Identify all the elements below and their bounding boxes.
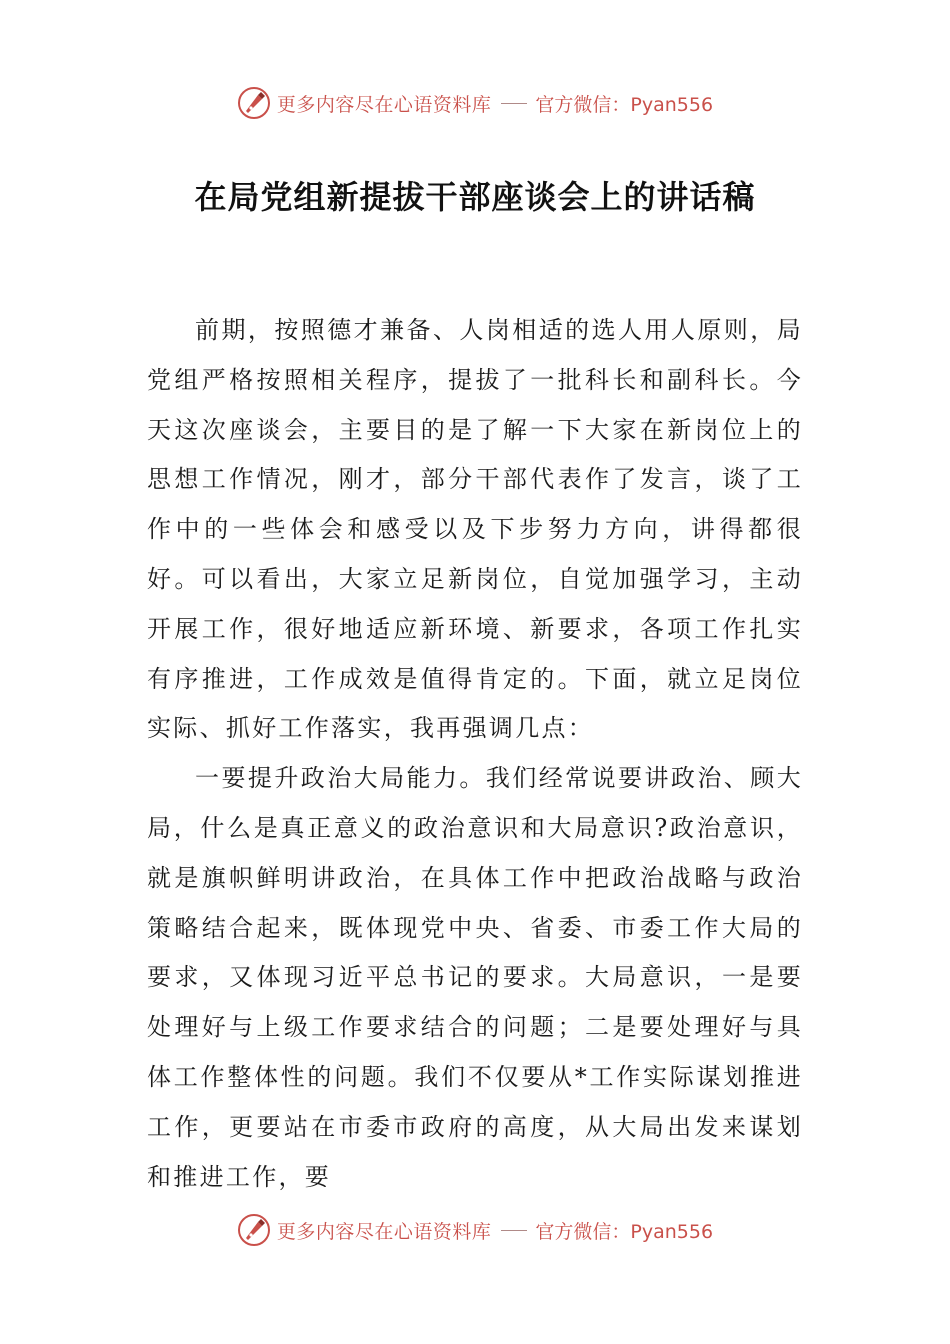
banner-text: 更多内容尽在心语资料库 <box>276 1220 492 1243</box>
paragraph: 一要提升政治大局能力。我们经常说要讲政治、顾大局，什么是真正意义的政治意识和大局意识?政治意识，就是旗帜鲜明讲政治，在具体工作中把政治战略与政治策略结合起来，既体现党中央、省委、市委工作大局的要求，又体现习近平总书记的要求。大局意识，一是要处理好与上级工作要求结合的问题；二是要处理好与具体工作整体性的问题。我们不仅要从*工作实际谋划推进工作，更要站在市委市政府的高度，从大局出发来谋划和推进工作，要 <box>147 764 803 1191</box>
paragraph: 前期，按照德才兼备、人岗相适的选人用人原则，局党组严格按照相关程序，提拔了一批科长和副科长。今天这次座谈会，主要目的是了解一下大家在新岗位上的思想工作情况，刚才，部分干部代表作了发言，谈了工作中的一些体会和感受以及下步努力方向，讲得都很好。可以看出，大家立足新岗位，自觉加强学习，主动开展工作，很好地适应新环境、新要求，各项工作扎实有序推进，工作成效是值得肯定的。下面，就立足岗位实际、抓好工作落实，我再强调几点： <box>147 316 803 743</box>
banner-wechat: 官方微信：Pyan556 <box>535 93 714 116</box>
footer-banner <box>0 1210 950 1250</box>
banner-separator <box>501 1230 527 1231</box>
header-banner <box>0 83 950 123</box>
banner-wechat: 官方微信：Pyan556 <box>535 1220 714 1243</box>
pen-nib-logo-icon <box>237 1213 271 1247</box>
pen-nib-logo-icon <box>237 86 271 120</box>
banner-separator <box>501 103 527 104</box>
document-title: 在局党组新提拔干部座谈会上的讲话稿 <box>194 178 756 216</box>
banner-text: 更多内容尽在心语资料库 <box>276 93 492 116</box>
document-body <box>147 306 803 1202</box>
